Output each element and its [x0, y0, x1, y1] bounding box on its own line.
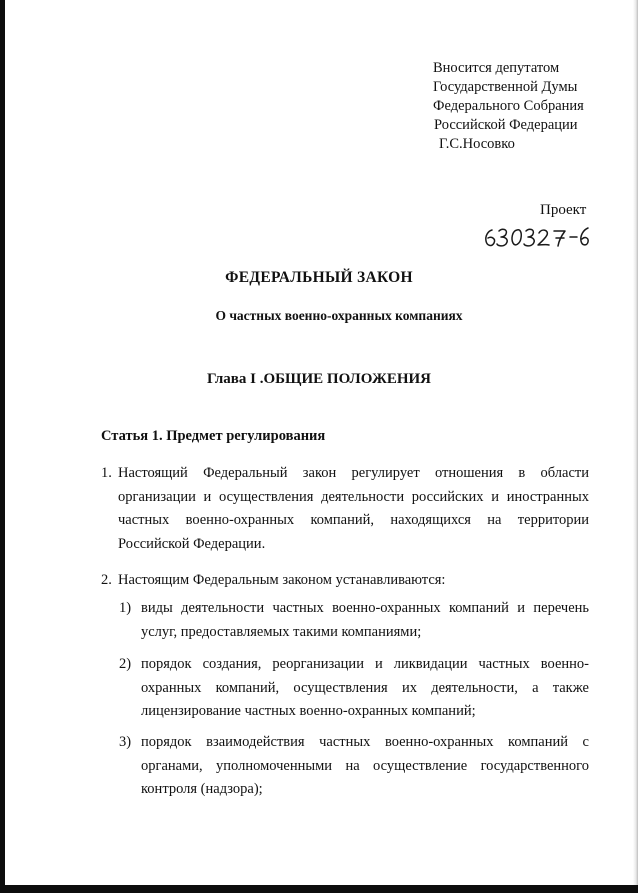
scan-bottom-border: [0, 885, 638, 893]
list-item: [119, 731, 589, 802]
article-paragraph: [101, 569, 589, 593]
list-item-text: порядок взаимодействия частных военно-охранных компаний с органами, уполномоченными на осуществление государственного контроля (надзора);: [141, 734, 589, 798]
paragraph-number: 2.: [101, 572, 112, 588]
submitted-by-line: Вносится депутатом: [433, 60, 560, 76]
list-item-number: 3): [119, 734, 132, 750]
paragraph-number: 1.: [101, 465, 112, 481]
submitted-by-author: Г.С.Носовко: [439, 136, 515, 152]
chapter-heading: Глава I .ОБЩИЕ ПОЛОЖЕНИЯ: [207, 371, 431, 387]
list-item: [119, 653, 589, 724]
list-item-text: виды деятельности частных военно-охранных компаний и перечень услуг, предоставляемых такими компаниями;: [141, 600, 589, 640]
paragraph-text: Настоящий Федеральный закон регулирует отношения в области организации и осуществления деятельности российских и иностранных частных военно-охранных компаний, находящихся на территории Российской Федерации.: [118, 465, 589, 553]
project-label: Проект: [540, 202, 587, 218]
list-item: [119, 597, 589, 644]
submitted-by-block: [433, 59, 584, 154]
law-title: ФЕДЕРАЛЬНЫЙ ЗАКОН: [225, 269, 413, 286]
submitted-by-line: Российской Федерации: [434, 117, 578, 133]
list-item-text: порядок создания, реорганизации и ликвидации частных военно-охранных компаний, осуществления их деятельности, а также лицензирование частных военно-охранных компаний;: [141, 656, 589, 720]
submitted-by-line: Федерального Собрания: [433, 98, 584, 114]
article-heading: Статья 1. Предмет регулирования: [101, 428, 326, 444]
list-item-number: 1): [119, 600, 132, 616]
scan-left-border: [0, 0, 5, 893]
law-subtitle: О частных военно-охранных компаниях: [215, 308, 463, 323]
scan-right-shadow: [633, 0, 638, 893]
paragraph-text: Настоящим Федеральным законом устанавливаются:: [118, 572, 446, 588]
handwritten-registration-number: [482, 222, 592, 254]
submitted-by-line: Государственной Думы: [433, 79, 578, 95]
list-item-number: 2): [119, 656, 132, 672]
article-paragraph: [101, 462, 589, 557]
